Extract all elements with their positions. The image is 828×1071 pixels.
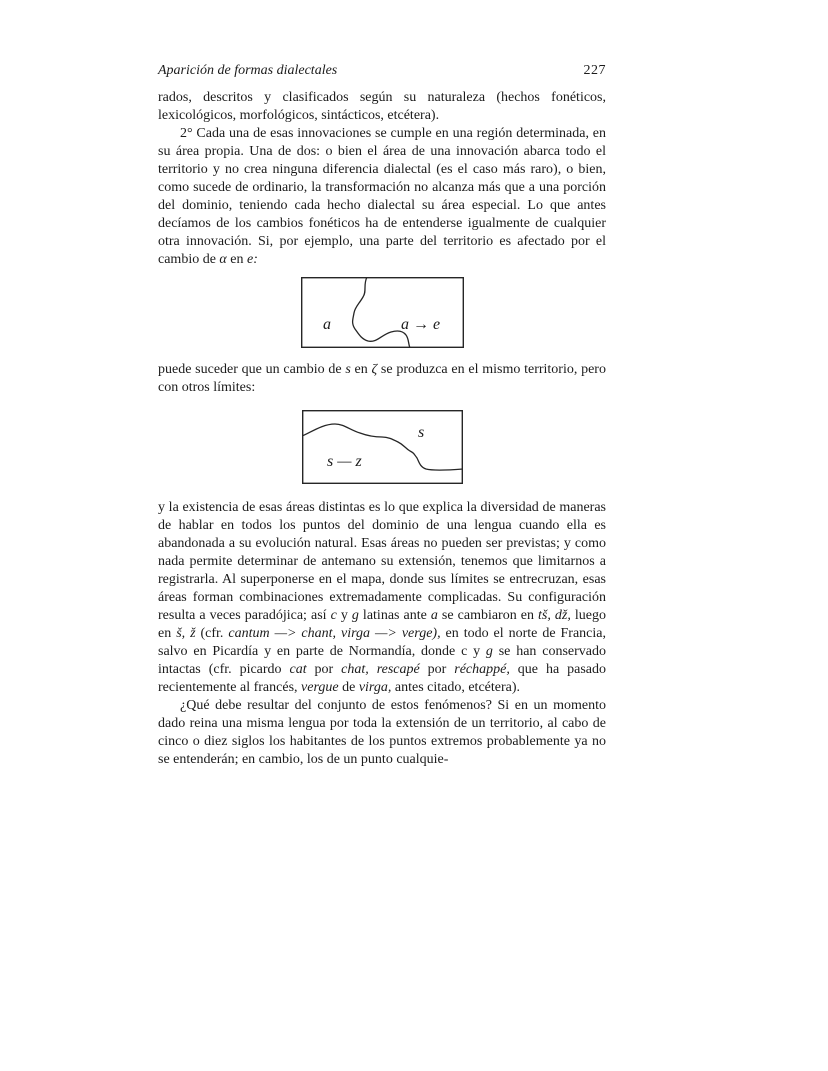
paragraph-que-debe-resultar — [158, 697, 606, 769]
text-run: de — [338, 680, 359, 695]
map-label-a: a — [322, 316, 331, 333]
map-label-s: s — [417, 424, 424, 441]
italic-run: cantum —> chant, virga —> verge), — [228, 626, 441, 641]
paragraph-rados — [158, 89, 606, 125]
text-run: antes citado, etcétera). — [391, 680, 521, 695]
italic-run: cat — [289, 662, 307, 677]
map-label-s-to-z: s — z — [326, 453, 362, 470]
text-run: y — [336, 608, 352, 623]
italic-run: š, ž — [176, 626, 196, 641]
italic-run: vergue — [301, 680, 339, 695]
text-run: (cfr. — [195, 626, 229, 641]
italic-run: chat, rescapé — [341, 662, 420, 677]
italic-run: g — [351, 608, 359, 623]
text-run: puede suceder que un cambio de — [158, 362, 346, 377]
map-border — [302, 411, 462, 484]
italic-run: virga, — [358, 680, 392, 695]
text-column — [158, 62, 606, 769]
text-run: latinas ante — [358, 608, 431, 623]
italic-run: g — [485, 644, 493, 659]
paragraph-areas-distintas — [158, 499, 606, 697]
italic-run: s — [345, 362, 351, 377]
paragraph-cambio-s-z — [158, 361, 606, 397]
text-run: en todo el norte de Francia, salvo en Picardía y en parte de Normandía, donde c y — [158, 626, 607, 659]
text-run: se cambiaron en — [437, 608, 539, 623]
text-run: se han conservado intactas (cfr. picardo — [158, 644, 606, 677]
text-run: luego en — [158, 608, 607, 641]
text-run: por — [306, 662, 342, 677]
italic-run: ζ — [371, 362, 378, 377]
italic-run: a — [430, 608, 438, 623]
italic-run: c — [330, 608, 337, 623]
page-number: 227 — [583, 63, 606, 78]
italic-run: réchappé, — [454, 662, 510, 677]
isogloss-map-a-e — [301, 277, 464, 348]
figure-isogloss-s-z — [302, 410, 463, 484]
text-run: en — [226, 252, 247, 267]
map-label-a-to-e: a → e — [400, 316, 440, 333]
text-run: ¿Qué debe resultar del conjunto de estos fenómenos? Si en un momento dado reina una misma lengua por toda la extensión de un territorio, al cabo de cinco o diez siglos los habitantes de los puntos extremos probablemente ya no se entenderán; en cambio, los de un punto cualquie- — [158, 698, 606, 767]
text-run: se produzca en el mismo territorio, pero con otros límites: — [158, 362, 606, 395]
running-title: Aparición de formas dialectales — [158, 63, 338, 78]
isogloss-line — [352, 277, 409, 348]
isogloss-map-s-z — [302, 410, 463, 484]
page-header — [158, 62, 606, 80]
text-run: 2° Cada una de esas innovaciones se cumple en una región determinada, en su área propia. Una de dos: o bien el área de una innovación abarca todo el territorio y no crea ninguna diferencia dialectal (es el caso más raro), o bien, como sucede de ordinario, la transformación no alcanza más que a una porción del dominio, teniendo cada hecho dialectal su área especial. Lo que antes decíamos de los cambios fonéticos ha de entenderse igualmente de cualquier otra innovación. Si, por ejemplo, una parte del territorio es afectado por el cambio de — [158, 126, 606, 267]
text-run: rados, descritos y clasificados según su naturaleza (hechos fonéticos, lexicológicos, morfológicos, sintácticos, etcétera). — [158, 90, 606, 123]
paragraph-innovaciones — [158, 125, 606, 269]
text-run: en — [350, 362, 372, 377]
italic-run: tš, dž, — [538, 608, 571, 623]
text-run: que ha pasado recientemente al francés, — [158, 662, 606, 695]
text-run: por — [419, 662, 455, 677]
text-run: y la existencia de esas áreas distintas es lo que explica la diversidad de maneras de hablar en todos los puntos del dominio de una lengua cuando ella es abandonada a su evolución natural. Esas áreas no pueden ser previstas; y como nada permite determinar de antemano su extensión, tenemos que limitarnos a registrarla. Al superponerse en el mapa, donde sus límites se entrecruzan, esas áreas forman combinaciones extremadamente complicadas. Su configuración resulta a veces paradójica; así — [158, 500, 606, 623]
figure-isogloss-a-e — [301, 277, 464, 348]
italic-run: e: — [247, 252, 258, 267]
italic-run: α — [219, 252, 227, 267]
